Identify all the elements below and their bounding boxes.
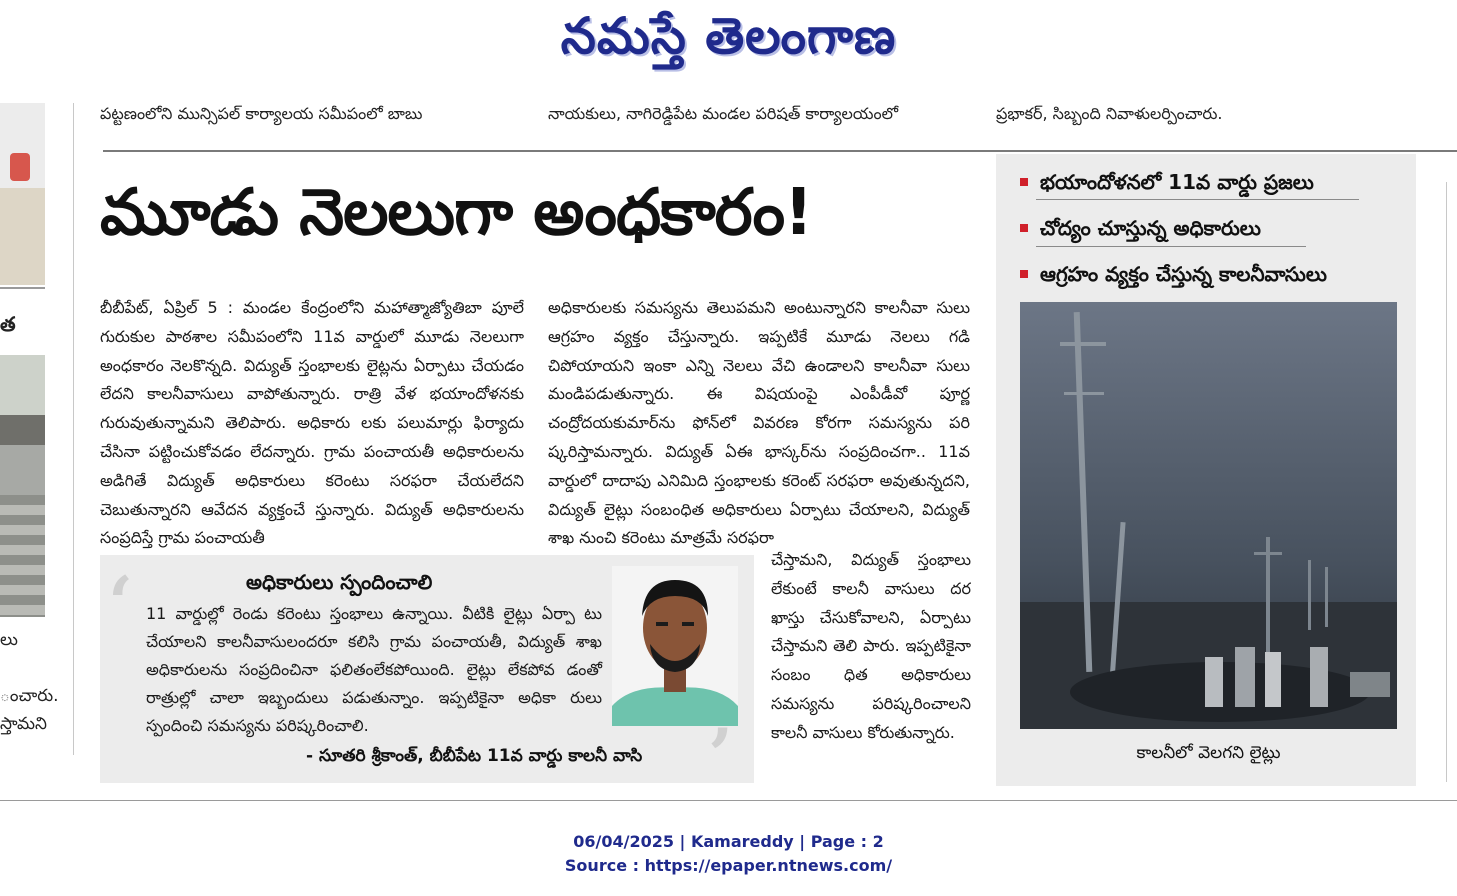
bullet-text: చోద్యం చూస్తున్న అధికారులు	[1040, 216, 1261, 240]
left-text-fragment: ంచారు.	[0, 686, 59, 706]
page-footer	[0, 830, 1457, 878]
column-divider	[73, 103, 74, 755]
left-photo-fragment-top	[0, 103, 45, 285]
footer-date: 06/04/2025	[573, 832, 674, 851]
quote-title: అధికారులు స్పందించాలి	[246, 570, 433, 594]
top-strip-col3: ప్రభాకర్, సిబ్బంది నివాళులర్పించారు.	[996, 104, 1223, 123]
top-strip-col1: పట్టణంలోని మున్సిపల్ కార్యాలయ సమీపంలో బాబు	[100, 104, 423, 123]
close-quote-icon: ’	[708, 712, 734, 797]
article-photo	[1020, 302, 1397, 729]
left-text-fragment: లు	[0, 630, 18, 650]
person-portrait	[612, 566, 738, 726]
photo-caption: కాలనీలో వెలగని లైట్లు	[1136, 743, 1281, 763]
footer-meta-line: 06/04/2025 | Kamareddy | Page : 2	[573, 832, 884, 851]
highlight-bullet-2	[1020, 216, 1261, 245]
portrait-image	[612, 566, 738, 726]
article-paragraph: చేస్తామని, విద్యుత్ స్తంభాలు లేకుంటే కాలనీ వాసులు దర ఖాస్తు చేసుకోవాలని, ఏర్పాటు చేస్తామని తెలి పారు. ఇప్పటికైనా సంబం ధిత అధికారులు సమస్యను పరిష్కరించాలని కాలనీ వాసులు కోరుతున్నారు.	[771, 550, 971, 742]
masthead	[0, 0, 1457, 80]
highlight-bullet-1	[1020, 170, 1314, 199]
quote-body: 11 వార్డుల్లో రెండు కరెంటు స్తంభాలు ఉన్నాయి. వీటికి లైట్లు ఏర్పా టు చేయాలని కాలనీవాసులందరూ కలిసి గ్రామ పంచాయతీ, విద్యుత్ శాఖ అధికారులను సంప్రదించినా ఫలితంలేకపోయింది. లైట్లు లేకపోవ డంతో రాత్రుల్లో చాలా ఇబ్బందులు పడుతున్నాం. ఇప్పటికైనా అధికా రులు స్పందించి సమస్యను పరిష్కరించాలి.	[146, 604, 602, 735]
section-divider	[103, 150, 1457, 152]
page-bottom-divider	[0, 800, 1457, 801]
footer-source[interactable]: Source : https://epaper.ntnews.com/	[564, 856, 893, 875]
open-quote-icon: ‘	[108, 560, 134, 645]
top-strip-col2: నాయకులు, నాగిరెడ్డిపేట మండల పరిషత్ కార్యాలయంలో	[548, 104, 899, 123]
footer-edition: Kamareddy	[690, 832, 794, 851]
article-paragraph: అధికారులకు సమస్యను తెలుపమని అంటున్నారని కాలనీవా సులు ఆగ్రహం వ్యక్తం చేస్తున్నారు. ఇప్పటికే మూడు నెలలు గడి చిపోయాయని ఇంకా ఎన్ని నెలలు వేచి ఉండాలని కాలనీవా సులు మండిపడుతున్నారు. ఈ విషయంపై ఎంపీడీవో పూర్ణ చంద్రోదయకుమార్‌ను ఫోన్‌లో వివరణ కోరగా సమస్యను పరి ష్కరిస్తామన్నారు. విద్యుత్ ఏఈ భాస్కర్‌ను సంప్రదించగా.. 11వ వార్డులో దాదాపు ఎనిమిది స్తంభాలకు కరెంట్ సరఫరా అవుతున్నదని, విద్యుత్ లైట్లు సంబంధిత అధికారులు ఏర్పాటు చేయాలని, విద్యుత్ శాఖ నుంచి కరెంటు మాత్రమే సరఫరా	[548, 298, 970, 548]
bullet-square-icon	[1020, 224, 1028, 232]
article-column-2	[548, 294, 970, 553]
article-column-3	[771, 546, 971, 748]
article-headline: మూడు నెలలుగా అంధకారం!	[100, 176, 813, 250]
article-column-1	[100, 294, 524, 553]
quote-signature: - సూతరి శ్రీకాంత్, బీబీపేట 11వ వార్డు కాలనీ వాసి	[306, 746, 643, 766]
article-paragraph: బీబీపేట్, ఏప్రిల్ 5 : మండల కేంద్రంలోని మహాత్మాజ్యోతిబా పూలే గురుకుల పాఠశాల సమీపంలోని 11వ వార్డులో మూడు నెలలుగా అంధకారం నెలకొన్నది. విద్యుత్ స్తంభాలకు లైట్లను ఏర్పాటు చేయడం లేదని కాలనీవాసులు వాపోతున్నారు. రాత్రి వేళ భయాందోళనకు గురువుతున్నామని తెలిపారు. అధికారు లకు పలుమార్లు ఫిర్యాదు చేసినా పట్టించుకోవడం లేదన్నారు. గ్రామ పంచాయతీ అధికారులను అడిగితే విద్యుత్ అధికారులు కరెంటు సరఫరా చేయలేదని చెబుతున్నారని ఆవేదన వ్యక్తంచే స్తున్నారు. విద్యుత్ అధికారులను సంప్రదిస్తే గ్రామ పంచాయతీ	[100, 298, 524, 548]
bullet-text: భయాందోళనలో 11వ వార్డు ప్రజలు	[1040, 170, 1314, 194]
bullet-square-icon	[1020, 270, 1028, 278]
footer-page: Page : 2	[810, 832, 884, 851]
bullet-underline	[1036, 246, 1306, 247]
highlight-bullet-3	[1020, 262, 1327, 291]
left-text-fragment: స్తామని	[0, 714, 47, 734]
newspaper-logo: నమస్తే తెలంగాణ	[560, 6, 897, 65]
bullet-text: ఆగ్రహం వ్యక్తం చేస్తున్న కాలనీవాసులు	[1040, 262, 1327, 286]
left-divider	[0, 287, 45, 289]
column-divider	[1446, 182, 1447, 782]
bullet-square-icon	[1020, 178, 1028, 186]
bullet-underline	[1036, 199, 1359, 200]
night-street-photo	[1020, 302, 1397, 729]
left-text-fragment: త	[0, 312, 16, 336]
left-photo-fragment-mid	[0, 355, 45, 617]
